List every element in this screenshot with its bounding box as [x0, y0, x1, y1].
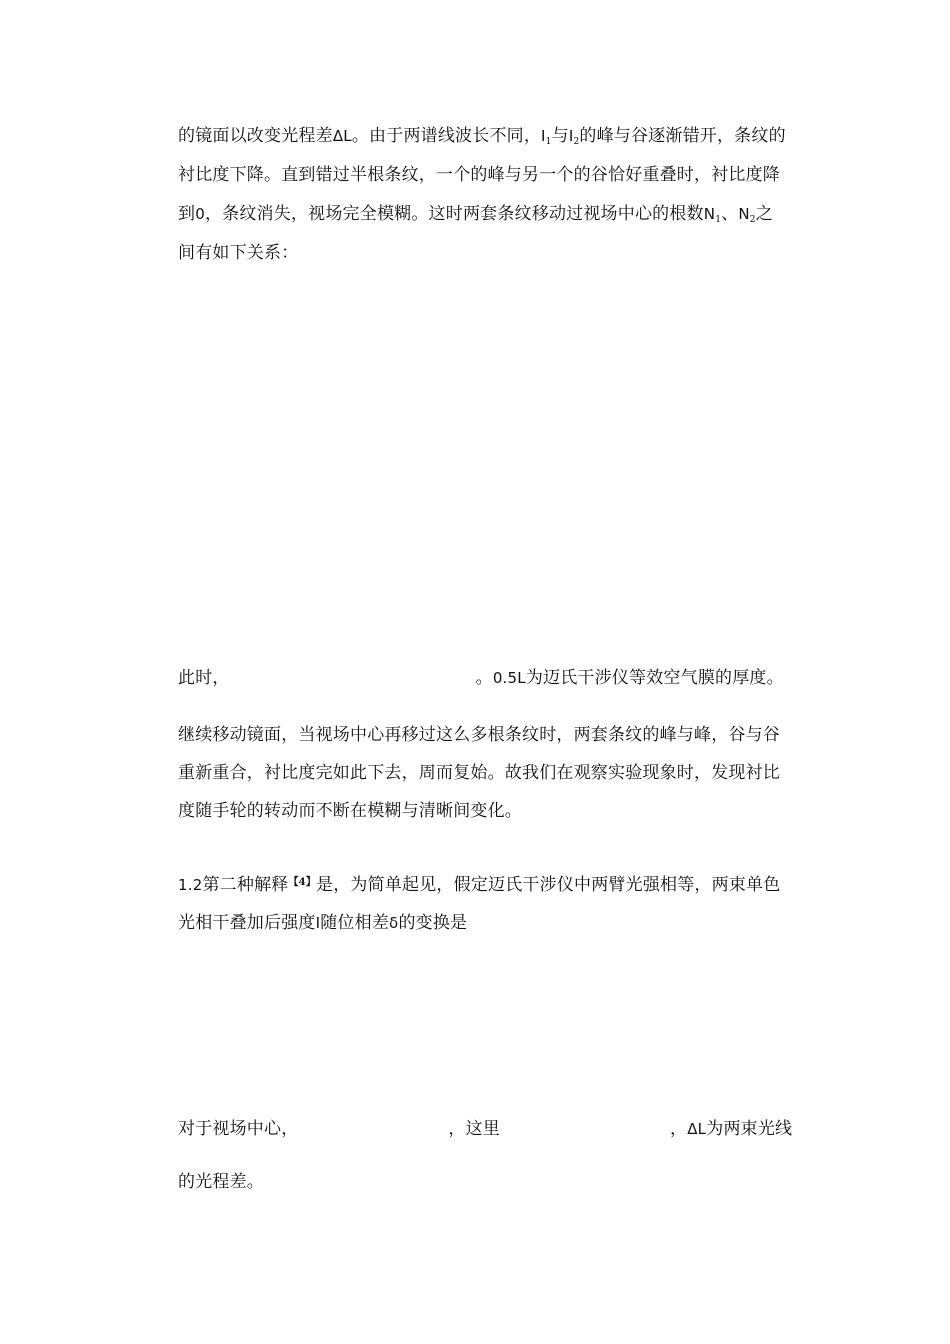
paragraph-5-line-1: 对于视场中心， ，这里 ，ΔL为两束光线: [178, 1119, 793, 1139]
paragraph-1-line-3: 到0，条纹消失，视场完全模糊。这时两套条纹移动过视场中心的根数$N_1$、$N_2$之: [178, 204, 773, 225]
paragraph-1-line-2: 衬比度下降。直到错过半根条纹，一个的峰与另一个的谷恰好重叠时，衬比度降: [178, 165, 780, 185]
paragraph-3-line-1: 继续移动镜面，当视场中心再移过这么多根条纹时，两套条纹的峰与峰，谷与谷: [178, 725, 780, 745]
paragraph-4-line-2: 光相干叠加后强度I随位相差δ的变换是: [178, 913, 468, 933]
paragraph-2-line-1: 此时， 。0.5L为迈氏干涉仪等效空气膜的厚度。: [178, 668, 784, 688]
paragraph-4-line-1: 1.2第二种解释$^{【4】}$是，为简单起见，假定迈氏干涉仪中两臂光强相等，两束单色: [178, 875, 781, 895]
paragraph-1-line-4: 间有如下关系：: [178, 243, 299, 263]
paragraph-5-line-2: 的光程差。: [178, 1172, 264, 1192]
paragraph-3-line-2: 重新重合，衬比度完如此下去，周而复始。故我们在观察实验现象时，发现衬比: [178, 763, 780, 783]
citation-reference: 【4】: [288, 877, 317, 888]
paragraph-3-line-3: 度随手轮的转动而不断在模糊与清晰间变化。: [178, 801, 522, 821]
paragraph-1-line-1: 的镜面以改变光程差ΔL。由于两谱线波长不同，$I_1$与$I_2$的峰与谷逐渐错开，条纹的: [178, 126, 786, 147]
